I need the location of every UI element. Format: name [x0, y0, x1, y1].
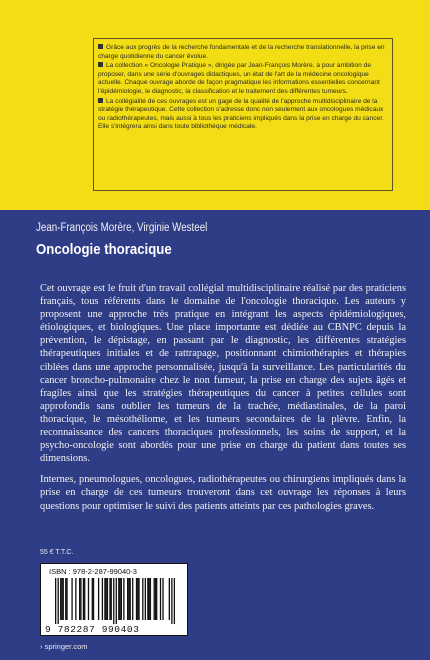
barcode-bar: [55, 578, 56, 624]
barcode-bar: [113, 578, 114, 624]
barcode-bar: [155, 578, 156, 620]
barcode-bar: [98, 578, 99, 620]
barcode-bar: [83, 578, 84, 620]
barcode-box: [40, 563, 188, 636]
barcode-bar: [106, 578, 107, 620]
collection-paragraph: La collégialité de ces ouvrages est un gage de la qualité de l'approche multidisciplinaire de la stratégie thérapeutique. Cette collection s'adresse donc non seulement aux oncologues médicaux ou radiothérapeutes, mais aussi à tous les praticiens impliqués dans la prise en charge du cancer. Elle s'intégrera ainsi dans toute bibliothèque médicale.: [98, 97, 384, 131]
barcode-icon: [55, 578, 175, 624]
barcode-bar: [145, 578, 146, 620]
barcode-bar: [148, 578, 149, 620]
barcode-bar: [61, 578, 62, 620]
square-bullet-icon: [98, 44, 103, 49]
description-paragraph: Cet ouvrage est le fruit d'un travail collégial multidisciplinaire réalisé par des praticiens français, tous référents dans le domaine de l'oncologie thoracique. Les auteurs y proposent une approche très pratique en intégrant les aspects épidémiologiques, étiologiques, et biologiques. Une place importante est dédiée au CBNPC depuis la prévention, le dépistage, en passant par le diagnostic, les différentes stratégies thérapeutiques initiales et de rattrapage, positionnant chimiothérapies et thérapies ciblées dans une approche personnalisée, jusqu'à la surveillance. Les particularités du cancer broncho-pulmonaire chez le non fumeur, la prise en charge des sujets âgés et fragiles ainsi que les stratégies thérapeutiques du cancer à petites cellules sont approfondis sans oublier les tumeurs de la trachée, médiastinales, de la paroi thoracique, le mésothéliome, et les tumeurs secondaires de la plèvre. Enfin, la reconnaissance des cancers thoraciques professionnels, les soins de support, et la psycho-oncologie sont abordés pour une prise en charge du patient dans toutes ses dimensions.: [40, 283, 406, 465]
collection-paragraph: La collection « Oncologie Pratique », dirigée par Jean-François Morère, a pour ambition de proposer, dans une série d'ouvrages didactiques, un état de l'art de la médecine oncologique actuelle. Chaque ouvrage aborde de façon pragmatique les informations essentielles concernant l'épidémiologie, le diagnostic, la classification et le traitement des différentes tumeurs.: [98, 62, 380, 95]
barcode-bar: [169, 578, 170, 620]
barcode-bar: [160, 578, 161, 620]
barcode-bar: [93, 578, 94, 620]
barcode-bar: [88, 578, 89, 620]
barcode-bar: [138, 578, 139, 620]
barcode-bar: [63, 578, 64, 620]
barcode-bar: [171, 578, 172, 624]
barcode-bar: [75, 578, 76, 620]
isbn-label: ISBN : 978-2-287-99040-3: [49, 567, 137, 576]
barcode-bar: [60, 578, 61, 620]
barcode-bar: [137, 578, 138, 620]
price: 55 € T.T.C.: [40, 549, 74, 556]
collection-banner: [0, 0, 430, 210]
publisher-link[interactable]: › springer.com: [40, 642, 88, 651]
barcode-bar: [104, 578, 105, 620]
barcode-bar: [66, 578, 67, 620]
barcode-bar: [109, 578, 110, 620]
barcode-bar: [80, 578, 81, 620]
barcode-bar: [132, 578, 133, 620]
barcode-bar: [107, 578, 108, 620]
barcode-bar: [174, 578, 175, 624]
barcode-bar: [150, 578, 151, 620]
barcode-bar: [111, 578, 112, 620]
description-paragraph: Internes, pneumologues, oncologues, radiothérapeutes ou chirurgiens impliqués dans la prise en charge de ces tumeurs trouveront dans cet ouvrage les réponses à leurs questions pour optimiser le suivi des patients atteints par ces pathologies graves.: [40, 474, 406, 512]
barcode-bar: [142, 578, 143, 620]
barcode-bar: [147, 578, 148, 620]
barcode-bar: [92, 578, 93, 620]
barcode-bar: [127, 578, 128, 620]
barcode-bar: [130, 578, 131, 620]
book-description: [40, 282, 406, 513]
barcode-bar: [162, 578, 163, 620]
collection-paragraph: Grâce aux progrès de la recherche fondamentale et de la recherche translationnelle, la prise en charge quotidienne du cancer évolue.: [98, 44, 385, 60]
barcode-bar: [71, 578, 72, 620]
barcode-bar: [136, 578, 137, 620]
barcode-bar: [116, 578, 117, 624]
square-bullet-icon: [98, 98, 103, 103]
barcode-bar: [58, 578, 59, 624]
barcode-bar: [84, 578, 85, 620]
barcode-bar: [156, 578, 157, 620]
barcode-bar: [118, 578, 119, 620]
barcode-bar: [65, 578, 66, 620]
book-title: Oncologie thoracique: [36, 241, 172, 258]
barcode-digits: 9 782287 990403: [45, 624, 140, 635]
barcode-bar: [123, 578, 124, 620]
barcode-bar: [154, 578, 155, 620]
barcode-bar: [102, 578, 103, 620]
square-bullet-icon: [98, 62, 103, 67]
barcode-bar: [121, 578, 122, 620]
collection-description-box: [93, 38, 393, 191]
authors: Jean-François Morère, Virginie Westeel: [36, 222, 208, 234]
barcode-bar: [79, 578, 80, 620]
barcode-bar: [128, 578, 129, 620]
barcode-bar: [119, 578, 120, 620]
